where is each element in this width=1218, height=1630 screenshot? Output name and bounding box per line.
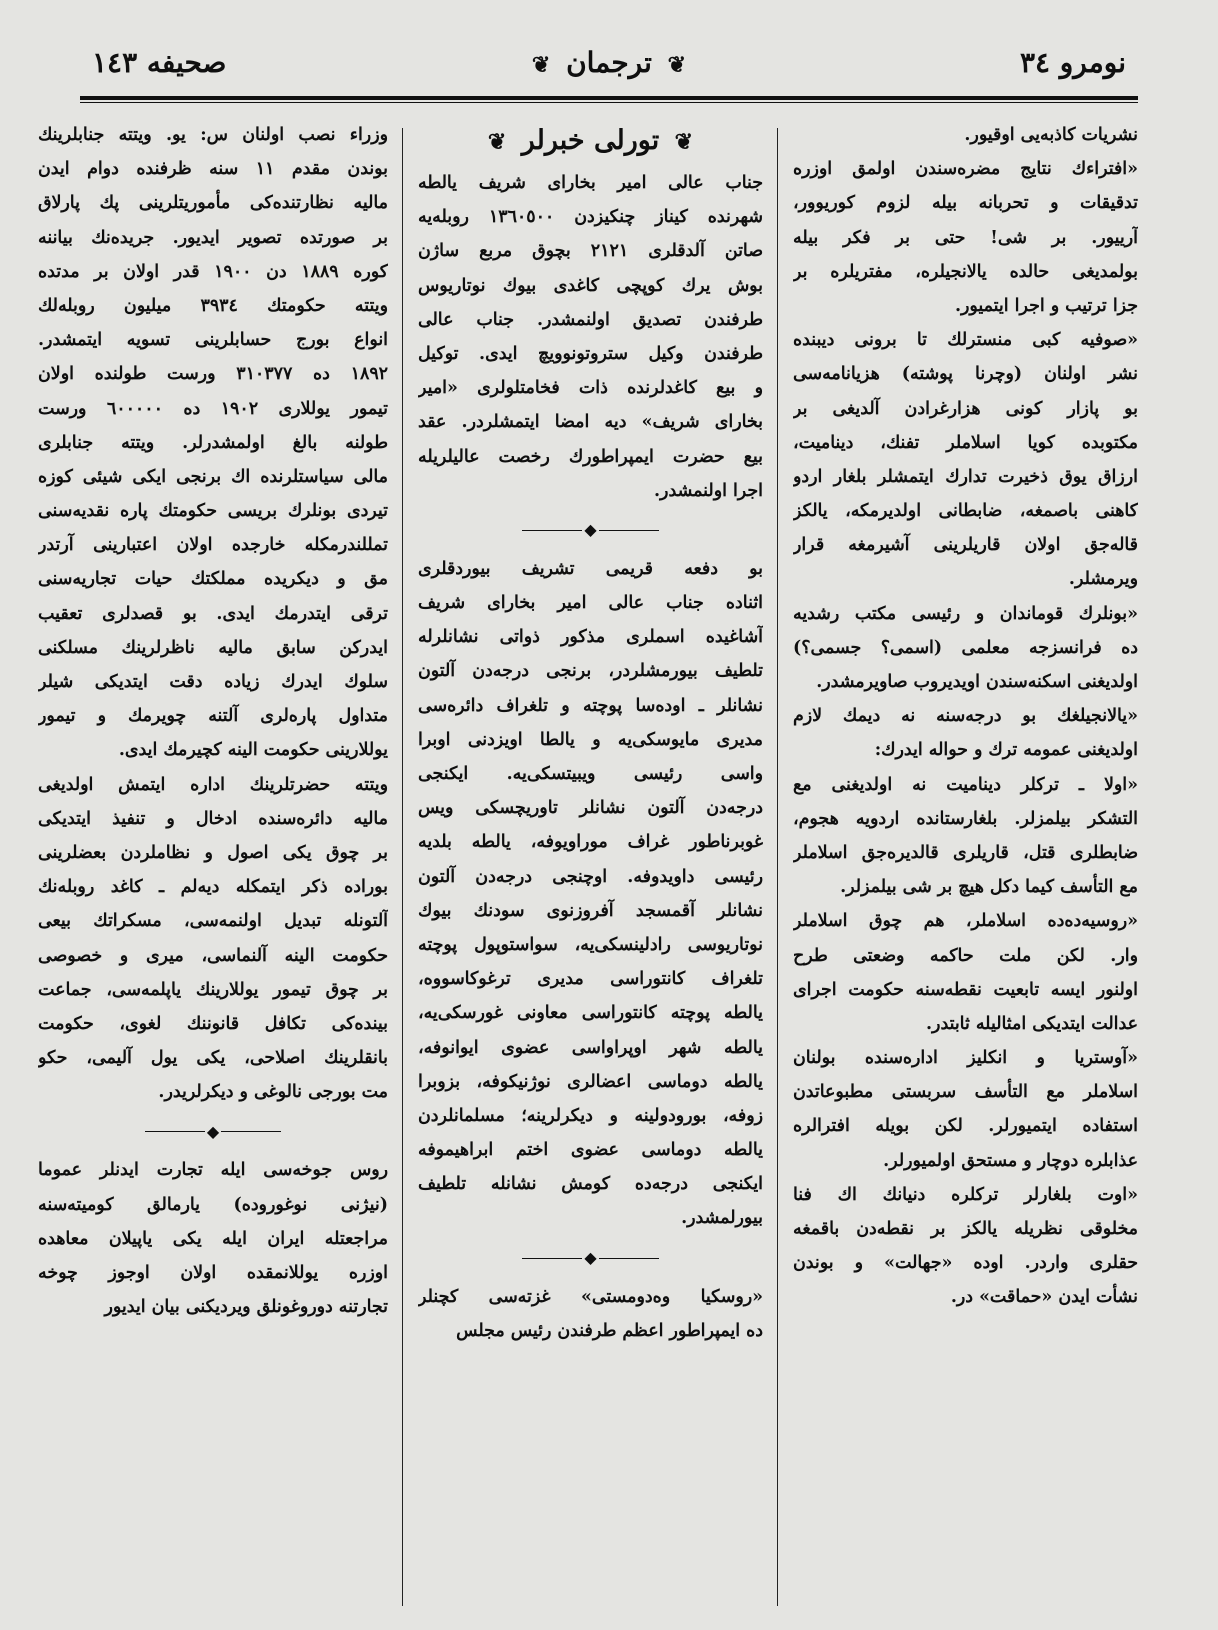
article-divider <box>418 508 763 552</box>
page-number: صحیفه ١٤٣ <box>92 46 227 79</box>
text-line: مكتوبده كویا اسلاملر تفنك، دینامیت، <box>793 432 1138 453</box>
column-left <box>38 118 388 1618</box>
article-paragraph <box>418 552 763 1236</box>
text-line: «اولا ـ تركلر دینامیت نه اولدیغنی مع <box>793 774 1138 795</box>
text-line: اولدیغنی اسكنه‌سندن اویدیروب صاویرمشدر. <box>816 672 1138 692</box>
text-line: یالطه شهر اوپراواسی عضوی ایوانوفه، <box>418 1037 763 1058</box>
text-line: «افتراءك نتایج مضره‌سندن اولمق اوزره <box>793 159 1138 180</box>
text-line: ایكنجی درجه‌ده كومش نشانله تلطیف <box>418 1174 763 1195</box>
text-line: بر صورتده تصویر ایدیور. جریده‌نك بیاننه <box>38 227 388 248</box>
text-line: سلوك ایدرك زیاده دقت ایتدیكی شیلر <box>38 672 388 692</box>
text-line: كوره ١٨٨٩ دن ١٩٠٠ قدر اولان بر مدتده <box>38 261 388 282</box>
text-line: یالطه دوماسی اعضالری نوژنیكوفه، بزوبرا <box>418 1071 763 1092</box>
text-line: جزا ترتیب و اجرا ایتمیور. <box>954 295 1138 316</box>
ornament-icon: ❦ <box>667 51 687 78</box>
text-line: «روسكیا وه‌دومستی» غزته‌سی كچنلر <box>418 1286 763 1307</box>
section-heading <box>418 118 763 164</box>
issue-number: نومرو ٣٤ <box>1019 46 1126 79</box>
text-line: درجه‌دن آلتون نشانلر تاوریچسكی ویس <box>418 798 763 819</box>
newspaper-title: ترجمان <box>566 46 652 79</box>
text-line: اولدیغنی عمومه ترك و حواله ایدرك: <box>874 740 1138 761</box>
text-line: «اوت بلغارلر تركلره دنیانك اك فنا <box>793 1184 1138 1205</box>
text-line: غوبرناطور غراف موراویوفه، یالطه بلدیه <box>418 832 763 853</box>
article-paragraph <box>38 118 388 768</box>
text-line: نشریات كاذبه‌یی اوقیور. <box>964 125 1138 145</box>
ornament-icon: ❦ <box>674 128 694 155</box>
text-line: مالیه دائره‌سنده ادخال و تنفیذ ایتدیكی <box>38 808 388 829</box>
text-line: مالی سیاستلرنده اك برنجی ایكی شیئی كوزه <box>38 466 388 487</box>
text-line: روس جوخه‌سی ایله تجارت ایدنلر عموما <box>38 1160 388 1181</box>
text-line: یالطه دوماسی عضوی اختم ابراهیموفه <box>418 1140 763 1161</box>
text-line: كاهنی باصمغه، ضابطانی اولدیرمكه، یالكز <box>793 501 1138 522</box>
text-line: صاتن آلدقلری ٢١٢١ بچوق مربع ساژن <box>418 241 763 262</box>
article-paragraph <box>418 1280 763 1348</box>
text-line: مت بورجی نالوغی و دیكرلریدر. <box>158 1082 388 1103</box>
text-line: (نیژنی نوغوروده) یارمالق كومیته‌سنه <box>38 1194 388 1215</box>
text-line: ویرمشلر. <box>1068 569 1138 590</box>
text-line: بینده‌كی تكافل قانوننك لغوی، حكومت <box>38 1013 388 1034</box>
text-line: «صوفیه كبی منسترلك تا برونی دیبنده <box>793 330 1138 351</box>
text-line: عذابلره دوچار و مستحق اولمیورلر. <box>883 1150 1138 1171</box>
ornament-icon: ❦ <box>531 51 551 78</box>
text-line: ترقی ایتدرمك ایدی. بو قصدلری تعقیب <box>38 603 388 624</box>
text-line: بولمدیغی حالده یالانجیلره، مفتریلره بر <box>793 261 1138 282</box>
text-line: بانقلرینك اصلاحی، یكی یول آلیمی، حكو <box>38 1048 388 1069</box>
text-line: بر چوق تیمور یوللارینك یاپلمه‌سی، جماعت <box>38 979 388 1000</box>
text-line: یوللارینی حكومت الینه كچیرمك ایدی. <box>118 740 388 761</box>
text-line: ده ایمپراطور اعظم طرفندن رئیس مجلس <box>456 1320 763 1341</box>
text-line: بوراده ذكر ایتمكله دیه‌لم ـ كاغد روبله‌نك <box>38 877 388 898</box>
column-separator <box>402 128 403 1606</box>
text-line: مع التأسف كیما دكل هیچ بر شی بیلمزلر. <box>840 877 1138 898</box>
text-line: «یالانجیلغك بو درجه‌سنه نه دیمك لازم <box>793 706 1138 727</box>
text-line: تیمور یوللاری ١٩٠٢ ده ٦٠٠٠٠٠ ورست <box>38 398 388 419</box>
text-line: طرفندن وكیل ستروتونوویچ ایدی. توكیل <box>418 343 763 364</box>
diamond-icon: ◆ <box>584 1248 597 1268</box>
article-divider <box>38 1109 388 1153</box>
text-line: اثناده جناب عالی امیر بخارای شریف <box>418 593 763 614</box>
text-line: بوش یرك كوپچی كاغدی بیوك نوتاریوس <box>418 275 763 296</box>
header-rule-thin <box>80 102 1138 103</box>
text-line: اولنور ایسه تابعیت نقطه‌سنه حكومت اجرای <box>793 979 1138 1000</box>
text-line: تدقیقات و تحربانه بیله لزوم كوریوور، <box>793 193 1138 214</box>
text-line: وزراء نصب اولنان س: یو. ویتته جنابلرینك <box>38 125 388 145</box>
text-line: مراجعتله ایران ایله یكی یاپیلان معاهده <box>38 1228 388 1249</box>
text-line: مق و دیكریده مملكتك حیات تجاریه‌سنی <box>38 569 388 590</box>
text-line: قاله‌جق اولان قاریلرینی آشیرمغه قرار <box>793 535 1138 556</box>
article-paragraph <box>38 768 388 1110</box>
section-heading-text: تورلی خبرلر <box>521 125 660 156</box>
column-middle <box>418 118 763 1618</box>
text-line: ویتته حضرتلرینك اداره ایتمش اولدیغی <box>38 774 388 795</box>
text-line: آشاغیده اسملری مذكور ذواتی نشانلرله <box>418 627 763 648</box>
ornament-icon: ❦ <box>487 128 507 155</box>
text-line: «بونلرك قوماندان و رئیسی مكتب رشدیه <box>793 603 1138 624</box>
article-paragraph <box>418 166 763 508</box>
text-line: بیع حضرت ایمپراطورك رخصت عالیلریله <box>418 446 763 467</box>
text-line: زوفه، بورودولینه و دیكرلرینه؛ مسلمانلردن <box>418 1105 763 1126</box>
diamond-icon: ◆ <box>206 1121 220 1141</box>
text-line: نشأت ایدن «حماقت» در. <box>950 1287 1138 1308</box>
text-line: التشكر بیلمزلر. بلغارستانده اردویه هجوم، <box>793 808 1138 829</box>
text-line: مدیری مایوسكی‌یه و یالطا اویزدنی اوبرا <box>418 729 763 750</box>
text-line: طرفندن تصدیق اولنمشدر. جناب عالی <box>418 309 763 330</box>
text-line: آلتونله تبدیل اولنمه‌سی، مسكراتك بیعی <box>38 911 388 932</box>
text-line: بوندن مقدم ١١ سنه ظرفنده دوام ایدن <box>38 159 388 180</box>
article-divider <box>418 1236 763 1280</box>
column-right <box>793 118 1138 1618</box>
text-line: استفاده ایتمیورلر. لكن بویله افترالره <box>793 1116 1138 1137</box>
text-line: نشر اولنان (وچرنا پوشته) هزیانامه‌سی <box>793 364 1138 385</box>
text-line: ده فرانسزجه معلمی (اسمی؟ جسمی؟) <box>793 637 1138 658</box>
text-line: حقلری واردر. اوده «جهالت» و بوندن <box>793 1253 1138 1274</box>
text-line: ضابطلری قتل، قاریلری قالدیره‌جق اسلاملر <box>793 842 1138 863</box>
column-separator <box>777 128 778 1606</box>
text-line: نشانلر ـ اوده‌سا پوچته و تلغراف دائره‌سی <box>418 695 763 716</box>
text-line: بیورلمشدر. <box>681 1208 763 1229</box>
text-line: اوزره یوللانمقده اولان اوجوز چوخه <box>38 1263 388 1283</box>
text-line: نوتاریوسی رادلینسكی‌یه، سواستوپول پوچته <box>418 934 763 955</box>
text-line: رئیسی داویدوفه. اوچنجی درجه‌دن آلتون <box>418 866 763 887</box>
text-line: ارزاق یوق ذخیرت تدارك ایتمشلر بلغار اردو <box>793 466 1138 487</box>
text-line: ویتته حكومتك ٣٩٣٤ میلیون روبله‌لك <box>38 295 388 316</box>
text-line: طولنه بالغ اولمشدرلر. ویتته جنابلری <box>38 432 388 453</box>
text-line: ایدركن سابق مالیه ناظرلرینك مسلكنی <box>38 637 388 658</box>
text-line: بو دفعه قریمی تشریف بیوردقلری <box>418 558 763 579</box>
text-line: وار. لكن ملت حاكمه وضعتی طرح <box>793 945 1138 966</box>
text-line: آرییور. بر شی! حتی بر فكر بیله <box>793 227 1138 248</box>
text-line: بخارای شریف» دیه امضا ایتمشلردر. عقد <box>418 412 763 433</box>
text-line: متداول پاره‌لری آلتنه چویرمك و تیمور <box>38 706 388 727</box>
text-line: نشانلر آقمسجد آفروزنوی سودنك بیوك <box>418 900 763 921</box>
text-line: حكومت الینه آلنماسی، میری و خصوصی <box>38 945 388 966</box>
text-line: بو پازار كونی هزارغرادن آلدیغی بر <box>793 398 1138 419</box>
text-line: انواع بورج حسابلرینی تسویه ایتمشدر. <box>38 330 388 351</box>
text-line: تجارتنه دوروغونلق ویردیكنی بیان ایدیور <box>104 1297 388 1318</box>
text-line: و بیع كاغدلرنده ذات فخامتلولری «امیر <box>418 378 763 399</box>
text-line: مالیه نظارتنده‌كی مأموریتلرینی پك پارلاق <box>38 193 388 214</box>
text-line: «روسیه‌ده‌ده اسلاملر، هم چوق اسلاملر <box>793 911 1138 932</box>
text-line: مخلوقی نظریله یالكز بر نقطه‌دن باقمغه <box>793 1219 1138 1239</box>
text-line: تلطیف بیورمشلردر، برنجی درجه‌دن آلتون <box>418 661 763 682</box>
diamond-icon: ◆ <box>584 520 597 540</box>
text-line: اجرا اولنمشدر. <box>654 480 763 501</box>
text-line: واسی رئیسی ویبیتسكی‌یه. ایكنجی <box>418 764 763 784</box>
text-line: عدالت ایتدیكی امثالیله ثابتدر. <box>926 1013 1138 1034</box>
text-line: تیردی بونلرك بریسی حكومتك پاره نقدیه‌سنی <box>38 501 388 522</box>
header-rule <box>80 96 1138 100</box>
text-line: تلغراف كانتوراسی مدیری ترغوكاسووه، <box>418 969 763 990</box>
text-line: جناب عالی امیر بخارای شریف یالطه <box>418 173 763 193</box>
text-line: «آوستریا و انكلیز اداره‌سنده بولنان <box>793 1048 1138 1069</box>
article-paragraph <box>38 1153 388 1324</box>
text-line: شهرنده كیناز چنكیزدن ١٣٦٠٥٠٠ روبله‌یه <box>418 207 763 228</box>
text-line: ١٨٩٢ ده ٣١٠٣٧٧ ورست طولنده اولان <box>38 364 388 385</box>
text-line: تمللندرمكله خارجده اولان اعتبارینی آرتدر <box>38 535 388 556</box>
text-line: اسلاملر مع التأسف سربستی مطبوعاتدن <box>793 1082 1138 1103</box>
text-line: بر چوق یكی اصول و نظاملردن بعضلرینی <box>38 842 388 863</box>
text-line: یالطه پوچته كانتوراسی معاونی غورسكی‌یه، <box>418 1003 763 1024</box>
